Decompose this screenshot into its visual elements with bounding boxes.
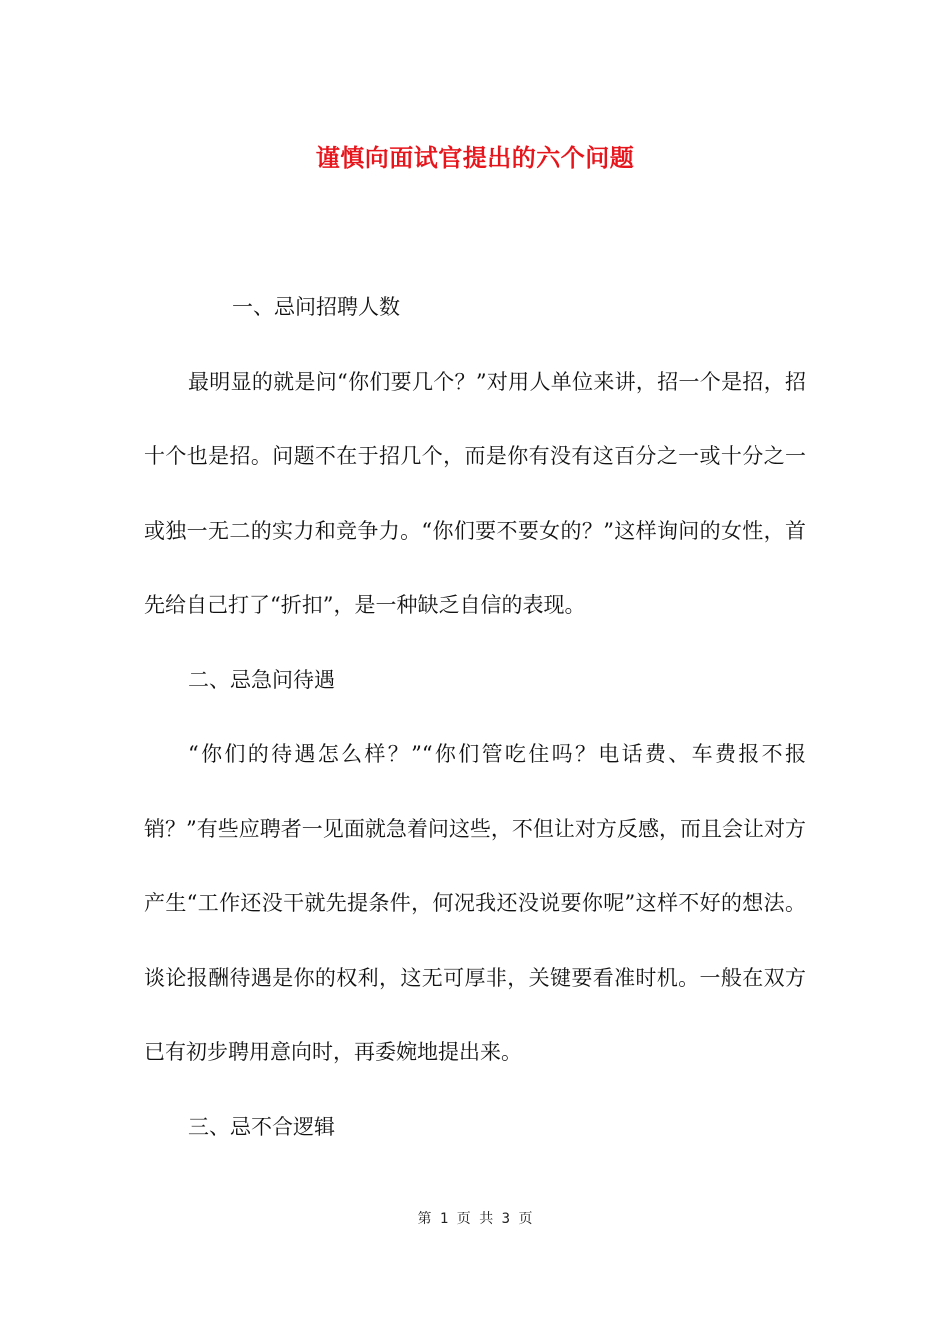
- document-title: 谨慎向面试官提出的六个问题: [315, 143, 635, 172]
- section-heading-1: 一、忌问招聘人数: [232, 295, 400, 319]
- document-body: [144, 270, 806, 1164]
- section-heading-2: 二、忌急问待遇: [188, 667, 335, 692]
- section-heading-3: 三、忌不合逻辑: [188, 1114, 335, 1139]
- section-paragraph-1: 最明显的就是问“你们要几个？”对用人单位来讲，招一个是招，招十个也是招。问题不在于招几个，而是你有没有这百分之一或十分之一或独一无二的实力和竞争力。“你们要不要女的？”这样询问的女性，首先给自己打了“折扣”，是一种缺乏自信的表现。: [144, 369, 806, 617]
- page-footer: 第 1 页 共 3 页: [417, 1211, 533, 1227]
- section-paragraph-2: “你们的待遇怎么样？”“你们管吃住吗？电话费、车费报不报销？”有些应聘者一见面就急着问这些，不但让对方反感，而且会让对方产生“工作还没干就先提条件，何况我还没说要你呢”这样不好的想法。谈论报酬待遇是你的权利，这无可厚非，关键要看准时机。一般在双方已有初步聘用意向时，再委婉地提出来。: [144, 742, 806, 1064]
